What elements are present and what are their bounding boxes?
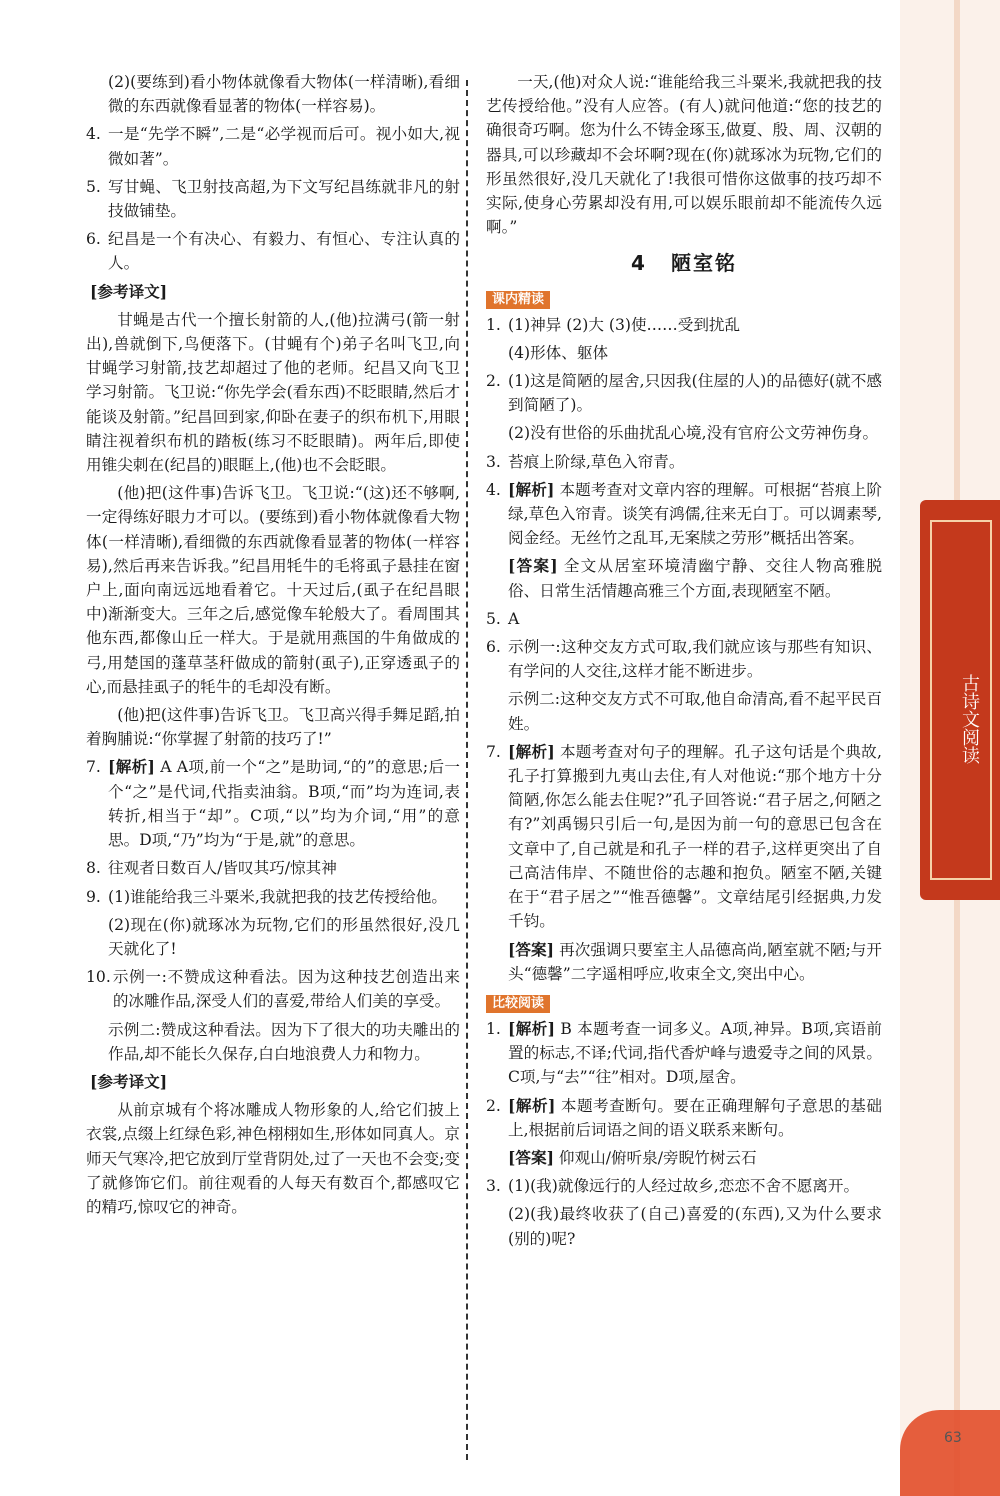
column-divider <box>466 80 468 1460</box>
translation-paragraph: 一天,(他)对众人说:“谁能给我三斗粟米,我就把我的技艺传授给他。”没有人应答。(有人)就问他道:“您的技艺的确很奇巧啊。您为什么不铸金琢玉,做夏、殷、周、汉朝的器具,可以珍藏却不会坏啊?现在(你)就琢冰为玩物,它们的形虽然很好,没几天就化了!我很可惜你这做事的技巧却不实际,使身心劳累却没有用,可以娱乐眼前却不能流传久远啊。” <box>486 73 882 237</box>
translation-paragraph: (他)把(这件事)告诉飞卫。飞卫说:“(这)还不够啊,一定得练好眼力才可以。(要练到)看小物体就像看大物体(一样清晰),看细微的东西就像看显著的物体(一样容易),然后再来告诉我。”纪昌用牦牛的毛将虱子悬挂在窗户上,面向南远远地看着它。十天过后,(虱子在纪昌眼中)渐渐变大。三年之后,感觉像车轮般大了。看周围其他东西,都像山丘一样大。于是就用燕国的牛角做成的弓,用楚国的蓬草茎秆做成的箭射(虱子),正穿透虱子的心,而悬挂虱子的牦牛的毛却没有断。 <box>86 484 460 696</box>
analysis-text: B 本题考查一词多义。A项,神异。B项,宾语前置的标志,不译;代词,指代香炉峰与遗爱寺之间的风景。C项,与“去”“往”相对。D项,屋舍。 <box>508 1019 882 1087</box>
item-text: 苔痕上阶绿,草色入帘青。 <box>508 452 685 471</box>
answer-item <box>486 1094 882 1142</box>
item-text <box>508 1017 882 1090</box>
answer-item <box>86 755 460 852</box>
item-text: 纪昌是一个有决心、有毅力、有恒心、专注认真的人。 <box>108 230 460 273</box>
answer-item <box>486 450 882 474</box>
item-number: 1. <box>486 315 501 334</box>
answer-item <box>486 478 882 551</box>
item-text: (1)神异 (2)大 (3)使……受到扰乱 <box>508 315 741 334</box>
answer-item <box>86 965 460 1013</box>
answer-item: (2)(要练到)看小物体就像看大物体(一样清晰),看细微的东西就像看显著的物体(一样容易)。 <box>108 73 460 116</box>
answer-item <box>486 313 882 337</box>
translation-paragraph: (他)把(这件事)告诉飞卫。飞卫高兴得手舞足蹈,拍着胸脯说:“你掌握了射箭的技巧了!” <box>86 706 460 749</box>
answer-text: 再次强调只要室主人品德高尚,陋室就不陋;与开头“德馨”二字遥相呼应,收束全文,突出中心。 <box>508 940 882 983</box>
analysis-tag: [解析] <box>508 1095 556 1115</box>
analysis-tag: [解析] <box>108 757 155 777</box>
left-column <box>86 70 460 1223</box>
item-number: 7. <box>486 742 501 761</box>
item-text <box>508 478 882 551</box>
item-number: 4. <box>86 125 101 144</box>
answer-text: 全文从居室环境清幽宁静、交往人物高雅脱俗、日常生活情趣高雅三个方面,表现陋室不陋。 <box>508 557 882 600</box>
side-tab-label: 古诗文阅读 <box>959 674 980 764</box>
item-text: 往观者日数百人/皆叹其巧/惊其神 <box>108 859 337 878</box>
answer-subitem: (2)(我)最终收获了(自己)喜爱的(东西),又为什么要求(别的)呢? <box>508 1205 882 1248</box>
item-number: 2. <box>486 372 501 391</box>
item-number: 4. <box>486 480 501 499</box>
analysis-text: A A项,前一个“之”是助词,“的”的意思;后一个“之”是代词,代指卖油翁。B项,“而”均为连词,表转折,相当于“却”。C项,“以”均为介词,“用”的意思。D项,“乃”均为“于是,就”的意思。 <box>108 758 460 850</box>
analysis-text: 本题考查断句。要在正确理解句子意思的基础上,根据前后词语之间的语义联系来断句。 <box>508 1096 882 1139</box>
answer-item <box>486 1174 882 1198</box>
item-text: (1)谁能给我三斗粟米,我就把我的技艺传授给他。 <box>108 887 447 906</box>
item-number: 10. <box>86 968 111 987</box>
right-column <box>486 70 882 1255</box>
item-text: 示例一:不赞成这种看法。因为这种技艺创造出来的冰雕作品,深受人们的喜爱,带给人们美的享受。 <box>112 968 460 1011</box>
answer-item <box>486 740 882 934</box>
answer-subitem: (2)现在(你)就琢冰为玩物,它们的形虽然很好,没几天就化了! <box>108 915 460 958</box>
analysis-text: 本题考查对句子的理解。孔子这句话是个典故,孔子打算搬到九夷山去住,有人对他说:“那个地方十分简陋,你怎么能去住呢?”孔子回答说:“君子居之,何陋之有?”刘禹锡只引后一句,是因为前一句的意思已包含在文章中了,自己就是和孔子一样的君子,这样更突出了自己高洁伟岸、不随世俗的志趣和抱负。陋室不陋,关键在于“君子居之”“惟吾德馨”。文章结尾引经据典,力发千钧。 <box>508 742 882 931</box>
answer-text: 仰观山/俯听泉/旁睨竹树云石 <box>558 1148 757 1167</box>
answer-subitem <box>486 554 882 602</box>
chapter-number: 4 <box>631 251 647 276</box>
analysis-tag: [解析] <box>508 479 555 499</box>
item-number: 3. <box>486 1177 501 1196</box>
answer-subitem: 示例二:赞成这种看法。因为下了很大的功夫雕出的作品,却不能长久保存,白白地浪费人力和物力。 <box>108 1020 460 1063</box>
item-text <box>508 740 882 934</box>
chapter-heading <box>486 251 882 275</box>
item-number: 9. <box>86 887 101 906</box>
answer-tag: [答案] <box>508 939 555 959</box>
item-text <box>508 1094 882 1142</box>
item-number: 5. <box>486 609 501 628</box>
answer-tag: [答案] <box>508 556 558 576</box>
chapter-title: 陋室铭 <box>670 251 737 276</box>
answer-item <box>86 175 460 223</box>
item-text: 写甘蝇、飞卫射技高超,为下文写纪昌练就非凡的射技做铺垫。 <box>108 177 460 221</box>
item-number: 3. <box>486 452 501 471</box>
corner-watermark <box>900 1410 1000 1496</box>
section-label: 课内精读 <box>486 291 550 309</box>
section-label: 比较阅读 <box>486 995 550 1013</box>
answer-subitem <box>486 1146 882 1170</box>
item-number: 2. <box>486 1096 501 1115</box>
item-text <box>108 755 460 852</box>
answer-item <box>86 227 460 275</box>
translation-paragraph: 从前京城有个将冰雕成人物形象的人,给它们披上衣裳,点缀上红绿色彩,神色栩栩如生,形体如同真人。京师天气寒冷,把它放到厅堂背阴处,过了一天也不会变;变了就修饰它们。前往观看的人每天有数百个,都感叹它的精巧,惊叹它的神奇。 <box>86 1101 460 1216</box>
item-text: 示例一:这种交友方式可取,我们就应该与那些有知识、有学问的人交往,这样才能不断进步。 <box>508 638 882 681</box>
item-number: 1. <box>486 1019 501 1038</box>
translation-paragraph: 甘蝇是古代一个擅长射箭的人,(他)拉满弓(箭一射出),兽就倒下,鸟便落下。(甘蝇有个)弟子名叫飞卫,向甘蝇学习射箭,技艺却超过了他的老师。纪昌又向飞卫学习射箭。飞卫说:“你先学会(看东西)不眨眼睛,然后才能谈及射箭。”纪昌回到家,仰卧在妻子的织布机下,用眼睛注视着织布机的踏板(练习不眨眼睛)。两年后,即使用锥尖刺在(纪昌的)眼眶上,(他)也不会眨眼。 <box>86 310 460 475</box>
item-number: 6. <box>86 230 101 249</box>
analysis-tag: [解析] <box>508 1018 556 1038</box>
item-text: 一是“先学不瞬”,二是“必学视而后可。视小如大,视微如著”。 <box>108 125 460 168</box>
item-number: 8. <box>86 859 101 878</box>
answer-item <box>486 1017 882 1090</box>
item-text: (1)这是简陋的屋舍,只因我(住屋的人)的品德好(就不感到简陋了)。 <box>508 372 882 415</box>
page-number: 63 <box>944 1430 962 1446</box>
reference-translation-header: [参考译文] <box>90 281 168 301</box>
item-number: 7. <box>86 758 101 777</box>
analysis-tag: [解析] <box>508 741 555 761</box>
reference-translation-header: [参考译文] <box>90 1071 168 1091</box>
item-text: (1)(我)就像远行的人经过故乡,恋恋不舍不愿离开。 <box>508 1177 860 1196</box>
answer-item <box>86 885 460 909</box>
item-number: 5. <box>86 177 101 196</box>
answer-subitem <box>486 938 882 986</box>
answer-item <box>86 856 460 880</box>
item-text: A <box>508 609 520 628</box>
answer-item <box>486 369 882 417</box>
answer-item <box>486 635 882 683</box>
answer-item <box>86 122 460 170</box>
item-number: 6. <box>486 638 501 657</box>
answer-item <box>486 607 882 631</box>
answer-tag: [答案] <box>508 1147 554 1167</box>
answer-subitem: (2)没有世俗的乐曲扰乱心境,没有官府公文劳神伤身。 <box>508 424 879 443</box>
answer-subitem: 示例二:这种交友方式不可取,他自命清高,看不起平民百姓。 <box>508 690 882 733</box>
analysis-text: 本题考查对文章内容的理解。可根据“苔痕上阶绿,草色入帘青。谈笑有鸿儒,往来无白丁。可以调素琴,阅金经。无丝竹之乱耳,无案牍之劳形”概括出答案。 <box>508 480 882 548</box>
answer-subitem: (4)形体、躯体 <box>508 343 609 362</box>
